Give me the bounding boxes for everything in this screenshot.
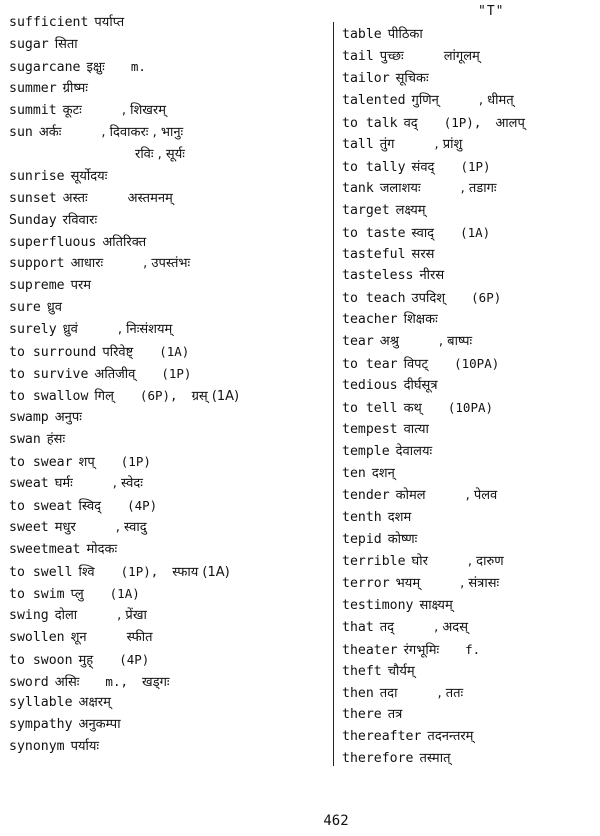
dictionary-entry [342, 685, 463, 703]
headword: tall [342, 136, 374, 152]
grammar-note: (6P) [471, 290, 502, 306]
sanskrit-equivalent: अनुकम्पा [78, 717, 121, 733]
sanskrit-equivalent: तदनन्तरम् [427, 729, 474, 745]
headword: tenth [342, 509, 382, 525]
dictionary-entry [9, 563, 230, 582]
headword: therefore [342, 751, 414, 767]
sanskrit-equivalent: कोमल [395, 487, 426, 503]
sanskrit-equivalent: नीरस [419, 268, 445, 284]
alternate-equivalent: खड्गः [142, 674, 170, 690]
sanskrit-equivalent: सूर्योदयः [70, 168, 108, 184]
dictionary-entry [9, 651, 163, 670]
sanskrit-equivalent: तुंग [379, 136, 395, 152]
grammar-note: (1P) [161, 366, 192, 382]
sanskrit-equivalent: सूचिकः [395, 70, 429, 86]
dictionary-entry [9, 694, 151, 712]
dictionary-entry [342, 48, 480, 66]
headword: tailor [342, 70, 390, 86]
dictionary-entry [9, 146, 225, 164]
grammar-note: (1P), [120, 563, 159, 579]
dictionary-entry [342, 355, 513, 374]
sanskrit-equivalent: मुह् [78, 652, 94, 668]
grammar-note: f. [465, 641, 481, 657]
dictionary-entry [9, 124, 183, 142]
sanskrit-equivalent: वद् [403, 115, 418, 131]
sanskrit-equivalent: ध्रुवं [62, 322, 78, 338]
headword: testimony [342, 597, 414, 613]
headword: tempest [342, 422, 398, 438]
grammar-note: (1P), [443, 114, 482, 130]
sanskrit-equivalent: विपट् [403, 357, 429, 373]
sanskrit-equivalent: चौर्यम् [387, 663, 415, 679]
headword: Sunday [9, 212, 57, 228]
sanskrit-equivalent: जलाशयः [379, 180, 421, 196]
dictionary-entry [342, 136, 462, 154]
headword: to sweat [9, 498, 73, 514]
dictionary-entry [9, 453, 165, 472]
headword: to swear [9, 455, 73, 470]
dictionary-entry [342, 728, 513, 746]
dictionary-entry [342, 311, 478, 329]
sanskrit-equivalent: पीठिका [387, 27, 423, 42]
sanskrit-equivalent: कथ् [403, 401, 422, 417]
alternate-equivalent: , संत्रासः [460, 575, 500, 591]
sanskrit-equivalent: उपदिश् [411, 291, 446, 307]
headword: theft [342, 663, 382, 679]
sanskrit-equivalent: कूटः [62, 102, 82, 118]
headword: sweet [9, 519, 49, 535]
sanskrit-equivalent: दशम [387, 509, 412, 525]
headword: temple [342, 444, 390, 460]
headword: superfluous [9, 234, 97, 250]
dictionary-entry [342, 202, 466, 220]
headword: teacher [342, 312, 398, 328]
headword: to tear [342, 357, 398, 373]
dictionary-entry [342, 421, 469, 439]
sanskrit-equivalent: तस्मात् [419, 751, 451, 767]
grammar-note: (4P) [127, 497, 158, 513]
dictionary-entry [9, 716, 161, 734]
dictionary-entry [342, 333, 472, 351]
dictionary-entry [342, 267, 484, 285]
dictionary-entry [9, 497, 171, 516]
alternate-equivalent: , स्वादु [115, 519, 147, 535]
headword: sympathy [9, 717, 73, 733]
sanskrit-equivalent: शिक्षकः [403, 312, 438, 328]
headword: sunset [9, 190, 57, 206]
headword: support [9, 256, 65, 272]
headword: to swell [9, 564, 73, 580]
headword: to tell [342, 401, 398, 417]
headword: surely [9, 322, 57, 338]
sanskrit-equivalent: स्वाद् [411, 225, 435, 241]
alternate-equivalent: , स्वेदः [112, 475, 143, 491]
sanskrit-equivalent: अतिरिक्त [102, 234, 147, 250]
grammar-note: (1A) [460, 224, 491, 240]
headword: target [342, 202, 390, 218]
alternate-equivalent: , ततः [437, 685, 464, 701]
sanskrit-equivalent: दीर्घसूत्र [403, 378, 438, 394]
dictionary-entry [342, 509, 451, 527]
headword: to survive [9, 367, 89, 383]
headword: sugar [9, 36, 49, 52]
sanskrit-equivalent: अतिजीव् [94, 367, 136, 383]
alternate-equivalent: ग्रस् (1A) [191, 389, 240, 405]
dictionary-entry [342, 487, 497, 505]
dictionary-entry [9, 519, 147, 537]
headword: sweetmeat [9, 541, 81, 557]
headword: theater [342, 642, 398, 658]
sanskrit-equivalent: घोर [411, 553, 428, 569]
grammar-note: (10PA) [454, 356, 500, 372]
sanskrit-equivalent: अस्तः [62, 190, 88, 206]
alternate-equivalent: , अदस् [434, 619, 468, 635]
dictionary-entry [342, 553, 504, 571]
alternate-equivalent: लांगूलम् [443, 48, 480, 64]
headword: tank [342, 180, 374, 196]
dictionary-entry [342, 377, 478, 395]
alternate-equivalent: स्फीत [126, 629, 153, 645]
alternate-equivalent: , बाष्पः [438, 334, 473, 350]
sanskrit-equivalent: प्लु [70, 586, 84, 602]
sanskrit-equivalent: घर्मः [54, 475, 73, 491]
dictionary-entry [9, 365, 205, 384]
headword: swing [9, 607, 49, 623]
headword: then [342, 685, 374, 701]
dictionary-entry [342, 158, 505, 177]
dictionary-entry [9, 234, 186, 252]
grammar-note: (4P) [119, 651, 150, 667]
alternate-equivalent: , दारुण [467, 553, 504, 569]
headword: terror [342, 575, 390, 591]
sanskrit-equivalent: तत्र [387, 707, 403, 723]
sanskrit-equivalent: पर्यायः [70, 739, 100, 755]
dictionary-entry [342, 465, 435, 483]
sanskrit-equivalent: सरस [411, 246, 435, 262]
dictionary-entry [9, 607, 147, 625]
sanskrit-equivalent: दशन् [371, 466, 395, 481]
grammar-note: (1A) [159, 344, 190, 360]
headword: ten [342, 466, 366, 481]
alternate-equivalent: , निःसंशयम् [117, 322, 173, 338]
dictionary-entry [342, 70, 469, 88]
sanskrit-equivalent: परम [70, 278, 92, 294]
headword: swollen [9, 629, 65, 645]
dictionary-entry [342, 180, 497, 198]
headword: syllable [9, 695, 73, 711]
dictionary-entry [342, 92, 514, 110]
headword: to tally [342, 159, 406, 175]
alternate-equivalent: , पेलव [465, 487, 498, 503]
dictionary-entry [342, 114, 525, 133]
dictionary-entry [9, 80, 128, 98]
headword: sweat [9, 475, 49, 491]
alternate-equivalent: , तडागः [460, 180, 497, 196]
sanskrit-equivalent: संवद् [411, 159, 435, 175]
dictionary-entry [342, 246, 474, 264]
alternate-equivalent: अस्तमनम् [127, 190, 173, 206]
headword: to taste [342, 225, 406, 241]
sanskrit-equivalent: ध्रुव [46, 300, 62, 316]
grammar-note: m. [130, 58, 146, 74]
alternate-equivalent: स्फाय (1A) [172, 564, 230, 580]
headword: tasteless [342, 268, 414, 284]
headword: thereafter [342, 729, 422, 745]
headword: there [342, 707, 382, 723]
sanskrit-equivalent: अश्रु [379, 334, 399, 350]
dictionary-entry [342, 224, 504, 243]
alternate-equivalent: , प्रांशु [434, 136, 463, 152]
sanskrit-equivalent: पर्याप्त [94, 15, 125, 30]
headword: to surround [9, 345, 97, 361]
alternate-equivalent: , शिखरम् [121, 102, 167, 118]
page-number: 462 [323, 813, 349, 829]
headword: summer [9, 80, 57, 96]
sanskrit-equivalent: सिता [54, 36, 78, 52]
dictionary-entry [342, 706, 442, 724]
headword: summit [9, 102, 57, 118]
dictionary-entry [9, 299, 102, 317]
dictionary-entry [9, 431, 105, 449]
headword: supreme [9, 278, 65, 294]
dictionary-entry [342, 663, 455, 681]
sanskrit-equivalent: रविः , सूर्यः [135, 146, 185, 162]
headword: tail [342, 48, 374, 64]
sanskrit-equivalent: स्विद् [78, 498, 102, 514]
dictionary-entry [9, 58, 160, 77]
sanskrit-equivalent: साक्ष्यम् [419, 597, 453, 613]
sanskrit-equivalent: गिल् [94, 389, 114, 405]
headword: to teach [342, 291, 406, 307]
dictionary-entry [342, 443, 472, 461]
sanskrit-equivalent: असिः [54, 674, 80, 690]
sanskrit-equivalent: अक्षरम् [78, 695, 111, 711]
headword: table [342, 27, 382, 42]
headword: synonym [9, 739, 65, 755]
headword: sure [9, 300, 41, 316]
dictionary-entry [342, 575, 499, 593]
headword: tepid [342, 531, 382, 547]
grammar-note: (1A) [109, 585, 140, 601]
section-letter: "T" [478, 4, 505, 19]
dictionary-entry [342, 26, 463, 44]
dictionary-entry [342, 750, 491, 768]
sanskrit-equivalent: लक्ष्यम् [395, 202, 426, 218]
sanskrit-equivalent: शून [70, 629, 87, 645]
alternate-equivalent: आलप् [495, 115, 525, 131]
dictionary-entry [9, 321, 172, 339]
sanskrit-equivalent: तद् [379, 619, 395, 635]
dictionary-entry [342, 531, 457, 549]
grammar-note: m., [105, 673, 128, 689]
sanskrit-equivalent: इक्षुः [86, 59, 105, 75]
alternate-equivalent: , उपस्तंभः [143, 256, 191, 272]
headword: tender [342, 487, 390, 503]
sanskrit-equivalent: रंगभूमिः [403, 642, 440, 658]
dictionary-entry [9, 255, 190, 273]
sanskrit-equivalent: रविवारः [62, 212, 98, 228]
headword: to swallow [9, 389, 89, 405]
dictionary-entry [9, 36, 118, 54]
dictionary-entry [9, 541, 157, 559]
dictionary-entry [9, 14, 164, 32]
dictionary-entry [342, 641, 494, 660]
dictionary-entry [342, 289, 515, 308]
sanskrit-equivalent: भयम् [395, 575, 421, 591]
dictionary-entry [342, 399, 507, 418]
headword: swamp [9, 410, 49, 426]
headword: to swoon [9, 652, 73, 668]
dictionary-entry [9, 409, 122, 427]
dictionary-entry [9, 212, 137, 230]
dictionary-entry [9, 475, 143, 493]
headword: tasteful [342, 246, 406, 262]
sanskrit-equivalent: देवालयः [395, 444, 433, 460]
headword: terrible [342, 553, 406, 569]
dictionary-entry [9, 629, 153, 647]
headword: to swim [9, 586, 65, 602]
sanskrit-equivalent: अर्कः [38, 124, 62, 140]
grammar-note: (6P), [139, 388, 178, 404]
headword: tedious [342, 378, 398, 394]
dictionary-entry [9, 168, 147, 186]
headword: swan [9, 432, 41, 448]
dictionary-entry [342, 619, 468, 637]
dictionary-entry [9, 673, 170, 692]
sanskrit-equivalent: परिवेष्ट् [102, 345, 134, 361]
sanskrit-equivalent: मधुर [54, 519, 76, 535]
headword: sun [9, 124, 33, 140]
headword: to talk [342, 115, 398, 131]
sanskrit-equivalent: तदा [379, 685, 398, 701]
headword: sufficient [9, 15, 89, 30]
dictionary-entry [9, 585, 154, 604]
headword: that [342, 619, 374, 635]
sanskrit-equivalent: दोला [54, 607, 78, 623]
sanskrit-equivalent: हंसः [46, 432, 66, 448]
sanskrit-equivalent: अनुपः [54, 410, 82, 426]
dictionary-entry [9, 277, 131, 295]
sanskrit-equivalent: पुच्छः [379, 48, 404, 64]
column-divider [333, 22, 334, 766]
headword: sword [9, 674, 49, 690]
sanskrit-equivalent: गुणिन् [411, 92, 439, 108]
grammar-note: (10PA) [447, 400, 494, 416]
grammar-note: (1P) [460, 158, 491, 174]
grammar-note: (1P) [120, 454, 151, 469]
headword: sunrise [9, 168, 65, 184]
sanskrit-equivalent: वात्या [403, 422, 429, 438]
sanskrit-equivalent: मोदकः [86, 541, 118, 557]
headword: talented [342, 92, 406, 108]
dictionary-entry [342, 597, 493, 615]
sanskrit-equivalent: आधारः [70, 256, 104, 272]
sanskrit-equivalent: श्वि [78, 564, 95, 580]
alternate-equivalent: , दिवाकरः , भानुः [101, 124, 184, 140]
dictionary-entry [9, 102, 166, 120]
sanskrit-equivalent: ग्रीष्मः [62, 80, 88, 96]
dictionary-entry [9, 387, 239, 406]
alternate-equivalent: , धीमत् [478, 92, 514, 108]
dictionary-entry [9, 343, 203, 362]
sanskrit-equivalent: कोष्णः [387, 531, 418, 547]
alternate-equivalent: , प्रेंखा [117, 607, 147, 623]
sanskrit-equivalent: शप् [78, 455, 95, 470]
headword: sugarcane [9, 59, 81, 75]
dictionary-entry [9, 738, 139, 756]
dictionary-entry [9, 190, 173, 208]
headword: tear [342, 334, 374, 350]
